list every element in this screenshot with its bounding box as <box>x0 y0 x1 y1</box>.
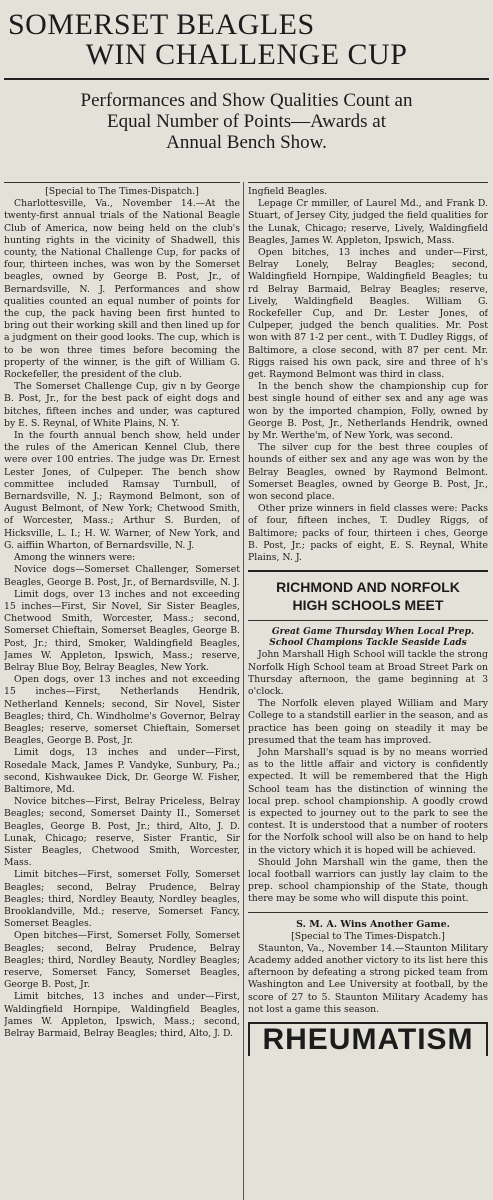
right-paragraph: In the bench show the championship cup for best single hound of either sex and any age was won by the imported champion, Folly, owned by George B. Post, Jr., Netherlands Hendrik, owned by Mr. Werthe'm, of New York, was second. <box>248 381 488 442</box>
story3-rule <box>248 912 488 913</box>
left-paragraph: Novice dogs—Somerset Challenger, Somerset Beagles, George B. Post, Jr., of Bernardsville, N. J. <box>4 564 240 588</box>
left-paragraph: Limit dogs, 13 inches and under—First, Rosedale Mack, James P. Vandyke, Sunbury, Pa.; second, Kishwaukee Dick, Dr. George W. Fisher, Baltimore, Md. <box>4 747 240 795</box>
headline-line-1: SOMERSET BEAGLES <box>8 8 315 41</box>
deck-line-2: Equal Number of Points—Awards at <box>107 111 386 132</box>
left-paragraph: Open bitches—First, Somerset Folly, Somerset Beagles; second, Belray Prudence, Belray Beagles; third, Nordley Beauty, Nordley Beagles; reserve, Somerset Fancy, Somerset Beagles, George B. Post, Jr. <box>4 930 240 991</box>
right-top-rule <box>248 182 488 183</box>
right-paragraphs <box>248 198 488 564</box>
right-paragraph: Open bitches, 13 inches and under—First, Belray Lonely, Belray Beagles; second, Waldingfield Hornpipe, Waldingfield Beagles; tu rd Belray Barmaid, Belray Beagles; reserve, Lively, Waldingfield Beagles. William G. Rockefeller Cup, and Dr. Lester Jones, of Culpeper, judged the bench qualities. Mr. Post won with 87 1-2 per cent., with T. Dudley Riggs, of Baltimore, a close second, with 87 per cent. Mr. Riggs raised his own pack, sire and three of h's get. Raymond Belmont was third in class. <box>248 247 488 381</box>
story2-headline-line-1: RICHMOND AND NORFOLK <box>276 579 460 596</box>
left-paragraphs <box>4 198 240 1040</box>
rheumatism-ad: RHEUMATISM <box>248 1022 488 1056</box>
story2-paragraph: The Norfolk eleven played William and Mary College to a standstill earlier in the season, and as practice has been going on steadily it may be presumed that the team has improved. <box>248 698 488 746</box>
right-paragraph: Other prize winners in field classes were: Packs of four, fifteen inches, T. Dudley Riggs, of Baltimore; packs of four, thirteen i ches, George B. Post, Jr.; packs of eight, E. S. Reynal, White Plains, N. J. <box>248 503 488 564</box>
headline-line-2: WIN CHALLENGE CUP <box>85 38 408 71</box>
article-columns <box>0 182 493 1200</box>
right-column <box>248 182 488 1200</box>
story3-paragraph: Staunton, Va., November 14.—Staunton Military Academy added another victory to its list here this afternoon by defeating a strong picked team from Washington and Lee University at football, by the score of 27 to 5. Staunton Military Academy has not lost a game this season. <box>248 942 488 1015</box>
left-top-rule <box>4 182 240 183</box>
left-column <box>4 182 240 1200</box>
story2-headline <box>248 578 488 614</box>
story3-headline: S. M. A. Wins Another Game. <box>296 918 450 930</box>
left-paragraph: The Somerset Challenge Cup, giv n by George B. Post, Jr., for the best pack of eight dogs and bitches, fifteen inches and under, was captured by E. S. Reynal, of White Plains, N. Y. <box>4 381 240 429</box>
deck-line-3: Annual Bench Show. <box>166 132 327 153</box>
column-divider <box>243 182 244 1200</box>
story2-paragraphs <box>248 649 488 905</box>
left-paragraph: In the fourth annual bench show, held under the rules of the American Kennel Club, there were over 100 entries. The judge was Dr. Ernest Lester Jones, of Culpeper. The bench show committee included Ramsay Turnbull, of Bernardsville, N. J.; Raymond Belmont, son of August Belmont, of New York; Chetwood Smith, of Worcester, Mass.; Arthur S. Burden, of Hicksville, L. I.; H. W. Warner, of New York, and G. aiffiin Wharton, of Bernardsville, N. J. <box>4 430 240 551</box>
left-paragraph: Limit dogs, over 13 inches and not exceeding 15 inches—First, Sir Novel, Sir Sister Beagles, Chetwood Smith, Worcester, Mass.; second, Somerset Chieftain, Somerset Beagles, George B. Post, Jr.; third, Smoker, Waldingfield Beagles, James W. Appleton, Ipswich, Mass.; reserve, Belray Blue Boy, Belray Beagles, New York. <box>4 588 240 673</box>
left-paragraph: Limit bitches—First, somerset Folly, Somerset Beagles; second, Belray Prudence, Belray Beagles; third, Nordley Beauty, Nordley beagles, Brooklandville, Md.; reserve, Somerset Fancy, Somerset Beagles. <box>4 869 240 930</box>
left-paragraph: Among the winners were: <box>14 552 136 564</box>
story3-dateline: [Special to The Times-Dispatch.] <box>291 930 445 942</box>
left-paragraph: Novice bitches—First, Belray Priceless, Belray Beagles; second, Somerset Dainty II., Somerset Beagles, George B. Post, Jr.; third, Alto, J. D. Lunak, Chicago; reserve, Sister Frantic, Sir Sister Beagles, Chetwood Smith, Worcester, Mass. <box>4 796 240 869</box>
story2-rule <box>248 570 488 572</box>
left-paragraph: Charlottesville, Va., November 14.—At the twenty-first annual trials of the National Beagle Club of America, now being held on the club's hunting rights in the vicinity of Shadwell, this county, the National Challenge Cup, for packs of four, thirteen inches, was won by the Somerset beagles, owned by George B. Post, Jr., of Bernardsville, N. J. Performances and show qualities counted an equal number of points for the cup, the pack having been first hunted to bring out their working skill and then lined up for a judgment on their good looks. The cup, which is to be won three times before becoming the property of the winner, is the gift of William G. Rockefeller, the president of the club. <box>4 198 240 381</box>
story2-deck: Great Game Thursday When Local Prep. School Champions Tackle Seaside Lads <box>269 627 475 649</box>
right-paragraph: The silver cup for the best three couples of hounds of either sex and any age was won by the Belray Beagles, owned by Raymond Belmont. Somerset Beagles, owned by George B. Post, Jr., won second place. <box>248 442 488 503</box>
left-paragraph: Limit bitches, 13 inches and under—First, Waldingfield Hornpipe, Waldingfield Beagles, James W. Appleton, Ipswich, Mass.; second, Belray Barmaid, Belray Beagles; third, Alto, J. D. <box>4 991 240 1040</box>
headline-deck <box>6 90 487 153</box>
story2-deck-rule <box>248 620 488 621</box>
headline-rule <box>4 78 489 80</box>
deck-line-1: Performances and Show Qualities Count an <box>80 90 413 111</box>
right-paragraph: Lepage Cr mmiller, of Laurel Md., and Frank D. Stuart, of Jersey City, judged the field qualities for the Lunak, Chicago; reserve, Lively, Waldingfield Beagles, James W. Appleton, Ipswich, Mass. <box>248 198 488 246</box>
story2-paragraph: John Marshall's squad is by no means worried as to the little affair and victory is confidently expected. It will be remembered that the High School team has the distinction of winning the local prep. school championship. A goodly crowd is expected to journey out to the park to see the contest. It is understood that a number of rooters for the Norfolk school will also be on hand to help in the victory which it is hoped will be achieved. <box>248 746 488 856</box>
story2-paragraph: Should John Marshall win the game, then the local football warriors can justly lay claim to the prep. school championship of the State, though there may be some who will dispute this point. <box>248 856 488 905</box>
main-headline <box>4 10 489 70</box>
right-continuation: Ingfield Beagles. <box>248 186 328 197</box>
left-paragraph: Open dogs, over 13 inches and not exceeding 15 inches—First, Netherlands Hendrik, Netherland Kennels; second, Sir Novel, Sister Beagles; third, Ch. Windholme's Governor, Belray Beagles; reserve, somerset Chieftain, Somerset Beagles, George B. Post, Jr. <box>4 674 240 747</box>
left-dateline: [Special to The Times-Dispatch.] <box>45 186 199 197</box>
story2-headline-line-2: HIGH SCHOOLS MEET <box>292 597 444 614</box>
story2-paragraph: John Marshall High School will tackle the strong Norfolk High School team at Broad Street Park on Thursday afternoon, the game beginning at 3 o'clock. <box>248 649 488 697</box>
